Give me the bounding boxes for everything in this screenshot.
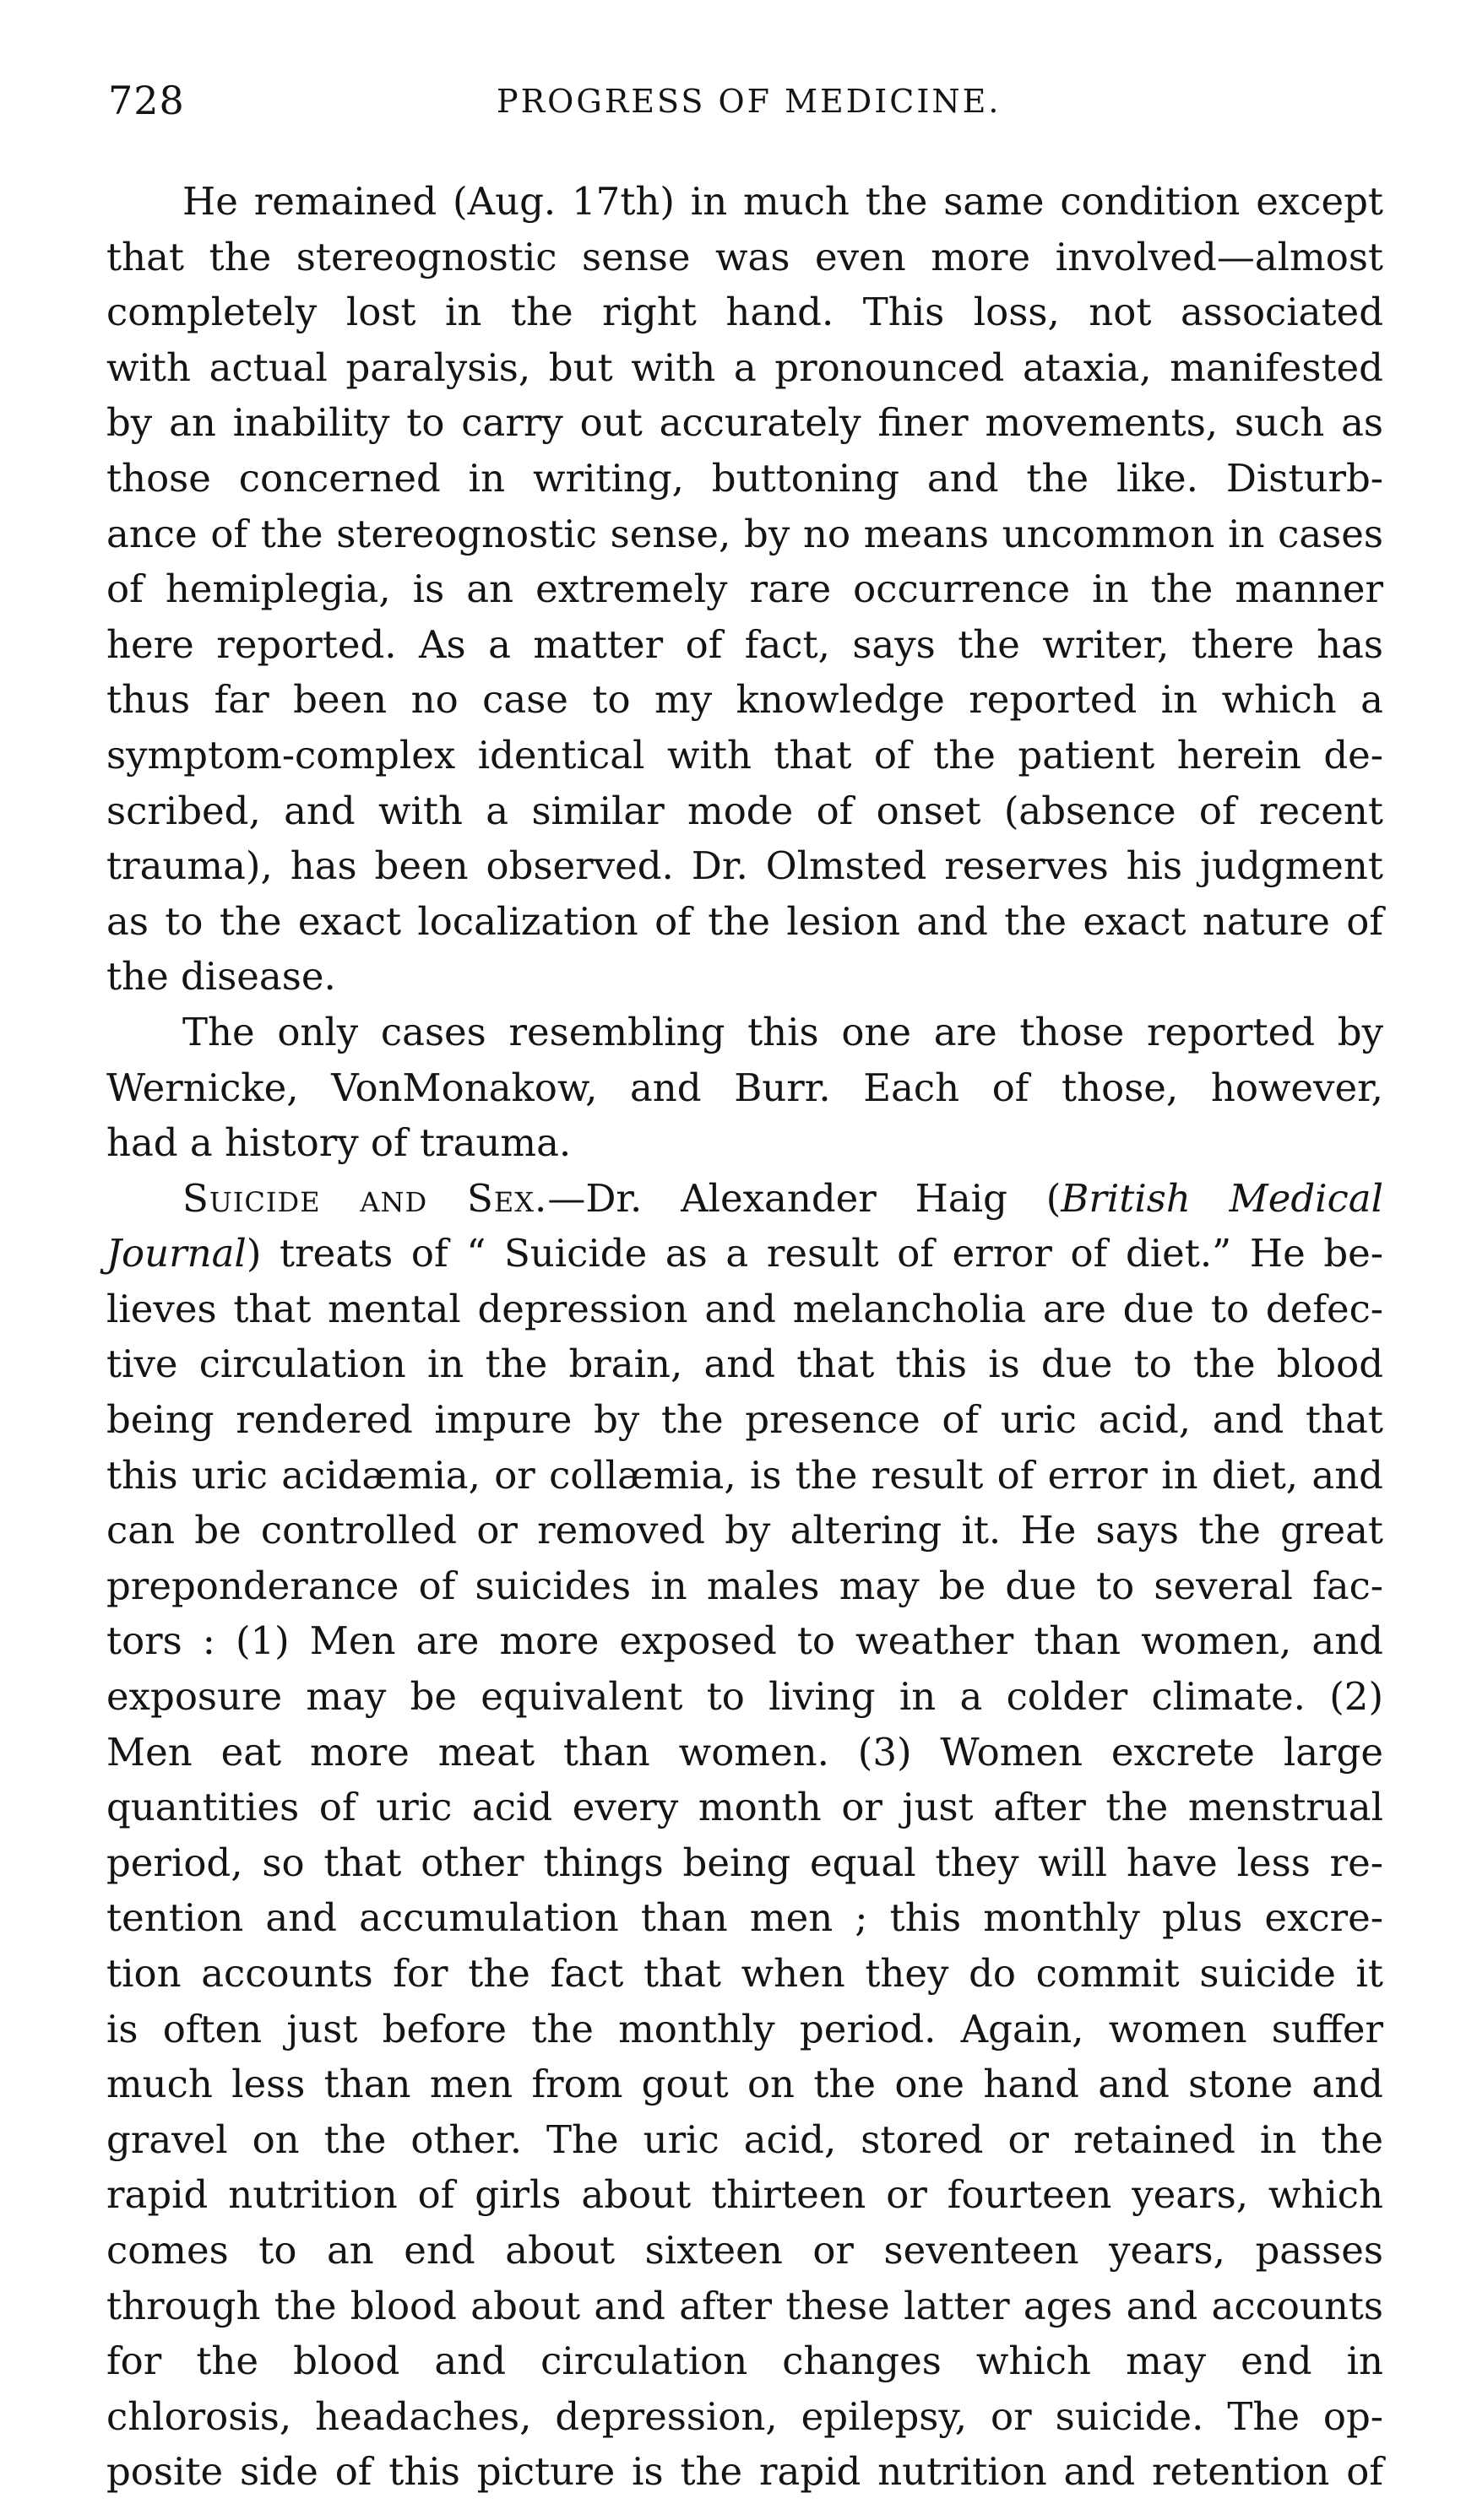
text-line: exposure may be equivalent to living in a colder climate. (2) bbox=[106, 1674, 1383, 1720]
journal-title: Journal bbox=[106, 1231, 247, 1276]
text-line: rapid nutrition of girls about thirteen or fourteen years, which bbox=[106, 2172, 1383, 2218]
text-line: The only cases resembling this one are those reported by bbox=[182, 1009, 1383, 1054]
text-run: ) treats of “ Suicide as a result of error of diet.” He be- bbox=[246, 1231, 1383, 1276]
text-line: through the blood about and after these latter ages and accounts bbox=[106, 2283, 1383, 2328]
text-run: —Dr. Alexander Haig ( bbox=[547, 1175, 1062, 1221]
page-number: 728 bbox=[108, 78, 185, 123]
text-line: the disease. bbox=[106, 954, 336, 1000]
text-line: had a history of trauma. bbox=[106, 1120, 572, 1166]
text-line: tive circulation in the brain, and that this is due to the blood bbox=[106, 1341, 1383, 1387]
text-line: that the stereognostic sense was even more involved—almost bbox=[106, 234, 1383, 279]
text-line: here reported. As a matter of fact, says the writer, there has bbox=[106, 621, 1383, 667]
text-line: of hemiplegia, is an extremely rare occurrence in the manner bbox=[106, 566, 1383, 612]
text-line: Wernicke, VonMonakow, and Burr. Each of those, however, bbox=[106, 1065, 1383, 1110]
text-line: much less than men from gout on the one hand and stone and bbox=[106, 2062, 1383, 2107]
text-line: period, so that other things being equal they will have less re- bbox=[106, 1840, 1383, 1885]
text-line: tion accounts for the fact that when they do commit suicide it bbox=[106, 1951, 1383, 1996]
text-line: preponderance of suicides in males may be due to several fac- bbox=[106, 1563, 1383, 1608]
text-line: by an inability to carry out accurately finer movements, such as bbox=[106, 400, 1383, 446]
section-heading: Suicide and Sex. bbox=[182, 1175, 548, 1221]
running-title: PROGRESS OF MEDICINE. bbox=[497, 83, 1002, 120]
text-line: tors : (1) Men are more exposed to weather than women, and bbox=[106, 1618, 1383, 1664]
text-line: gravel on the other. The uric acid, stored or retained in the bbox=[106, 2116, 1383, 2162]
text-line: this uric acidæmia, or collæmia, is the result of error in diet, and bbox=[106, 1452, 1383, 1498]
running-head bbox=[108, 78, 1383, 128]
text-line: is often just before the monthly period. Again, women suffer bbox=[106, 2006, 1383, 2051]
text-line bbox=[106, 1226, 1383, 1282]
text-line: trauma), has been observed. Dr. Olmsted reserves his judgment bbox=[106, 843, 1383, 889]
text-line: quantities of uric acid every month or just after the menstrual bbox=[106, 1785, 1383, 1830]
text-line: scribed, and with a similar mode of onset (absence of recent bbox=[106, 788, 1383, 833]
text-line: symptom-complex identical with that of the patient herein de- bbox=[106, 732, 1383, 778]
text-line: with actual paralysis, but with a pronounced ataxia, manifested bbox=[106, 344, 1383, 390]
text-line: can be controlled or removed by altering it. He says the great bbox=[106, 1508, 1383, 1553]
text-line: chlorosis, headaches, depression, epilepsy, or suicide. The op- bbox=[106, 2393, 1383, 2439]
body-text bbox=[106, 174, 1383, 2500]
text-line: He remained (Aug. 17th) in much the same condition except bbox=[182, 179, 1383, 224]
text-line bbox=[106, 1171, 1383, 1227]
text-line: tention and accumulation than men ; this monthly plus excre- bbox=[106, 1895, 1383, 1941]
text-line: Men eat more meat than women. (3) Women excrete large bbox=[106, 1729, 1383, 1775]
text-line: completely lost in the right hand. This loss, not associated bbox=[106, 290, 1383, 335]
text-line: for the blood and circulation changes which may end in bbox=[106, 2338, 1383, 2384]
text-line: being rendered impure by the presence of uric acid, and that bbox=[106, 1397, 1383, 1443]
text-line: lieves that mental depression and melancholia are due to defec- bbox=[106, 1286, 1383, 1331]
journal-title: British Medical bbox=[1061, 1175, 1383, 1221]
text-line: as to the exact localization of the lesion and the exact nature of bbox=[106, 898, 1383, 944]
text-line: those concerned in writing, buttoning and the like. Disturb- bbox=[106, 455, 1383, 501]
text-line: thus far been no case to my knowledge reported in which a bbox=[106, 677, 1383, 723]
text-line: comes to an end about sixteen or seventeen years, passes bbox=[106, 2227, 1383, 2273]
text-line: ance of the stereognostic sense, by no means uncommon in cases bbox=[106, 511, 1383, 556]
text-line: posite side of this picture is the rapid nutrition and retention of bbox=[106, 2449, 1383, 2495]
